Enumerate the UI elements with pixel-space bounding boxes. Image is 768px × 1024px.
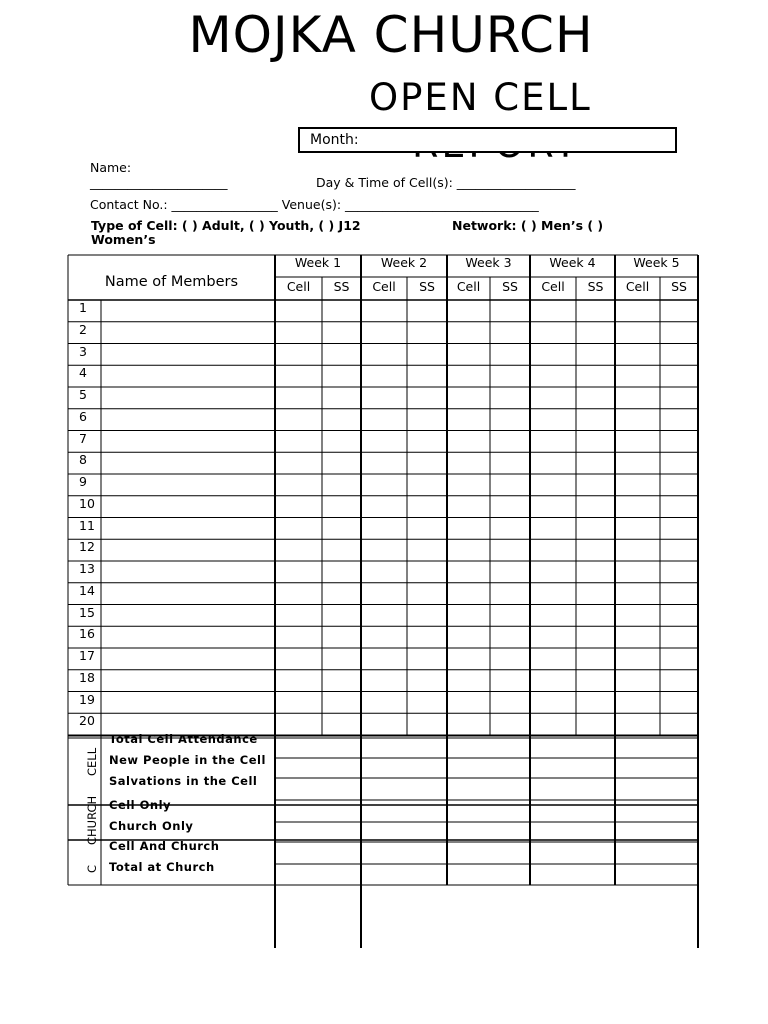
week-subheader: SS bbox=[671, 279, 687, 294]
week-header: Week 1 bbox=[294, 255, 342, 270]
week-header: Week 5 bbox=[633, 255, 680, 270]
week-header: Week 3 bbox=[465, 255, 512, 270]
cell-group-label: CELL bbox=[85, 747, 99, 776]
member-row-number: 18 bbox=[79, 669, 95, 685]
name-label: Name: bbox=[90, 160, 132, 175]
c-group-label: C bbox=[85, 864, 99, 873]
name-blank[interactable]: ______________________ bbox=[90, 175, 228, 190]
day-time-field[interactable]: Day & Time of Cell(s): ___________________ bbox=[316, 175, 576, 190]
member-row-number: 13 bbox=[79, 561, 95, 576]
week-subheader: Cell bbox=[286, 279, 311, 294]
member-row-number: 8 bbox=[79, 452, 87, 468]
summary-row-label: Cell And Church bbox=[109, 839, 220, 853]
summary-row-label: Salvations in the Cell bbox=[109, 774, 258, 788]
week-subheader: Cell bbox=[625, 279, 650, 294]
contact-venue-field[interactable]: Contact No.: _________________ Venue(s): _______________________________ bbox=[90, 197, 539, 212]
member-row-number: 1 bbox=[79, 300, 87, 315]
member-row-number: 12 bbox=[79, 539, 95, 555]
network-womens-option[interactable]: Women’s bbox=[91, 232, 156, 247]
month-label: Month: bbox=[310, 132, 359, 148]
member-row-number: 5 bbox=[79, 387, 87, 402]
summary-row-label: Church Only bbox=[109, 819, 194, 833]
member-row-number: 17 bbox=[79, 648, 95, 663]
summary-row-label: New People in the Cell bbox=[109, 753, 266, 767]
summary-row-label: Total at Church bbox=[109, 860, 215, 874]
week-subheader: Cell bbox=[541, 279, 565, 294]
name-of-members-header: Name of Members bbox=[104, 274, 239, 290]
week-subheader: SS bbox=[333, 279, 350, 294]
member-row-number: 2 bbox=[79, 321, 87, 337]
member-row-number: 4 bbox=[79, 365, 87, 381]
week-subheader: SS bbox=[419, 279, 435, 294]
member-row-number: 15 bbox=[79, 604, 95, 620]
week-header: Week 2 bbox=[380, 255, 428, 270]
member-row-number: 14 bbox=[79, 582, 95, 598]
week-subheader: Cell bbox=[372, 279, 396, 294]
member-row-number: 3 bbox=[79, 343, 87, 359]
member-row-number: 19 bbox=[79, 691, 95, 707]
week-header: Week 4 bbox=[549, 255, 596, 270]
member-row-number: 7 bbox=[79, 430, 87, 446]
member-row-number: 16 bbox=[79, 626, 95, 642]
week-subheader: Cell bbox=[456, 279, 481, 294]
summary-row-label: Total Cell Attendance bbox=[109, 732, 258, 746]
type-of-cell-options[interactable]: Type of Cell: ( ) Adult, ( ) Youth, ( ) J12 bbox=[91, 218, 361, 233]
week-subheader: SS bbox=[587, 279, 604, 294]
member-row-number: 10 bbox=[79, 495, 95, 511]
page-title: MOJKA CHURCH bbox=[188, 6, 594, 64]
church-group-label: CHURCH bbox=[85, 795, 99, 845]
summary-row-label: Cell Only bbox=[109, 798, 172, 812]
member-row-number: 9 bbox=[79, 474, 87, 489]
member-row-number: 20 bbox=[79, 713, 95, 729]
page-subtitle: OPEN CELL bbox=[369, 76, 592, 119]
network-options[interactable]: Network: ( ) Men’s ( ) bbox=[452, 218, 604, 233]
week-subheader: SS bbox=[502, 279, 518, 294]
member-row-number: 6 bbox=[79, 408, 87, 424]
member-row-number: 11 bbox=[79, 517, 95, 533]
